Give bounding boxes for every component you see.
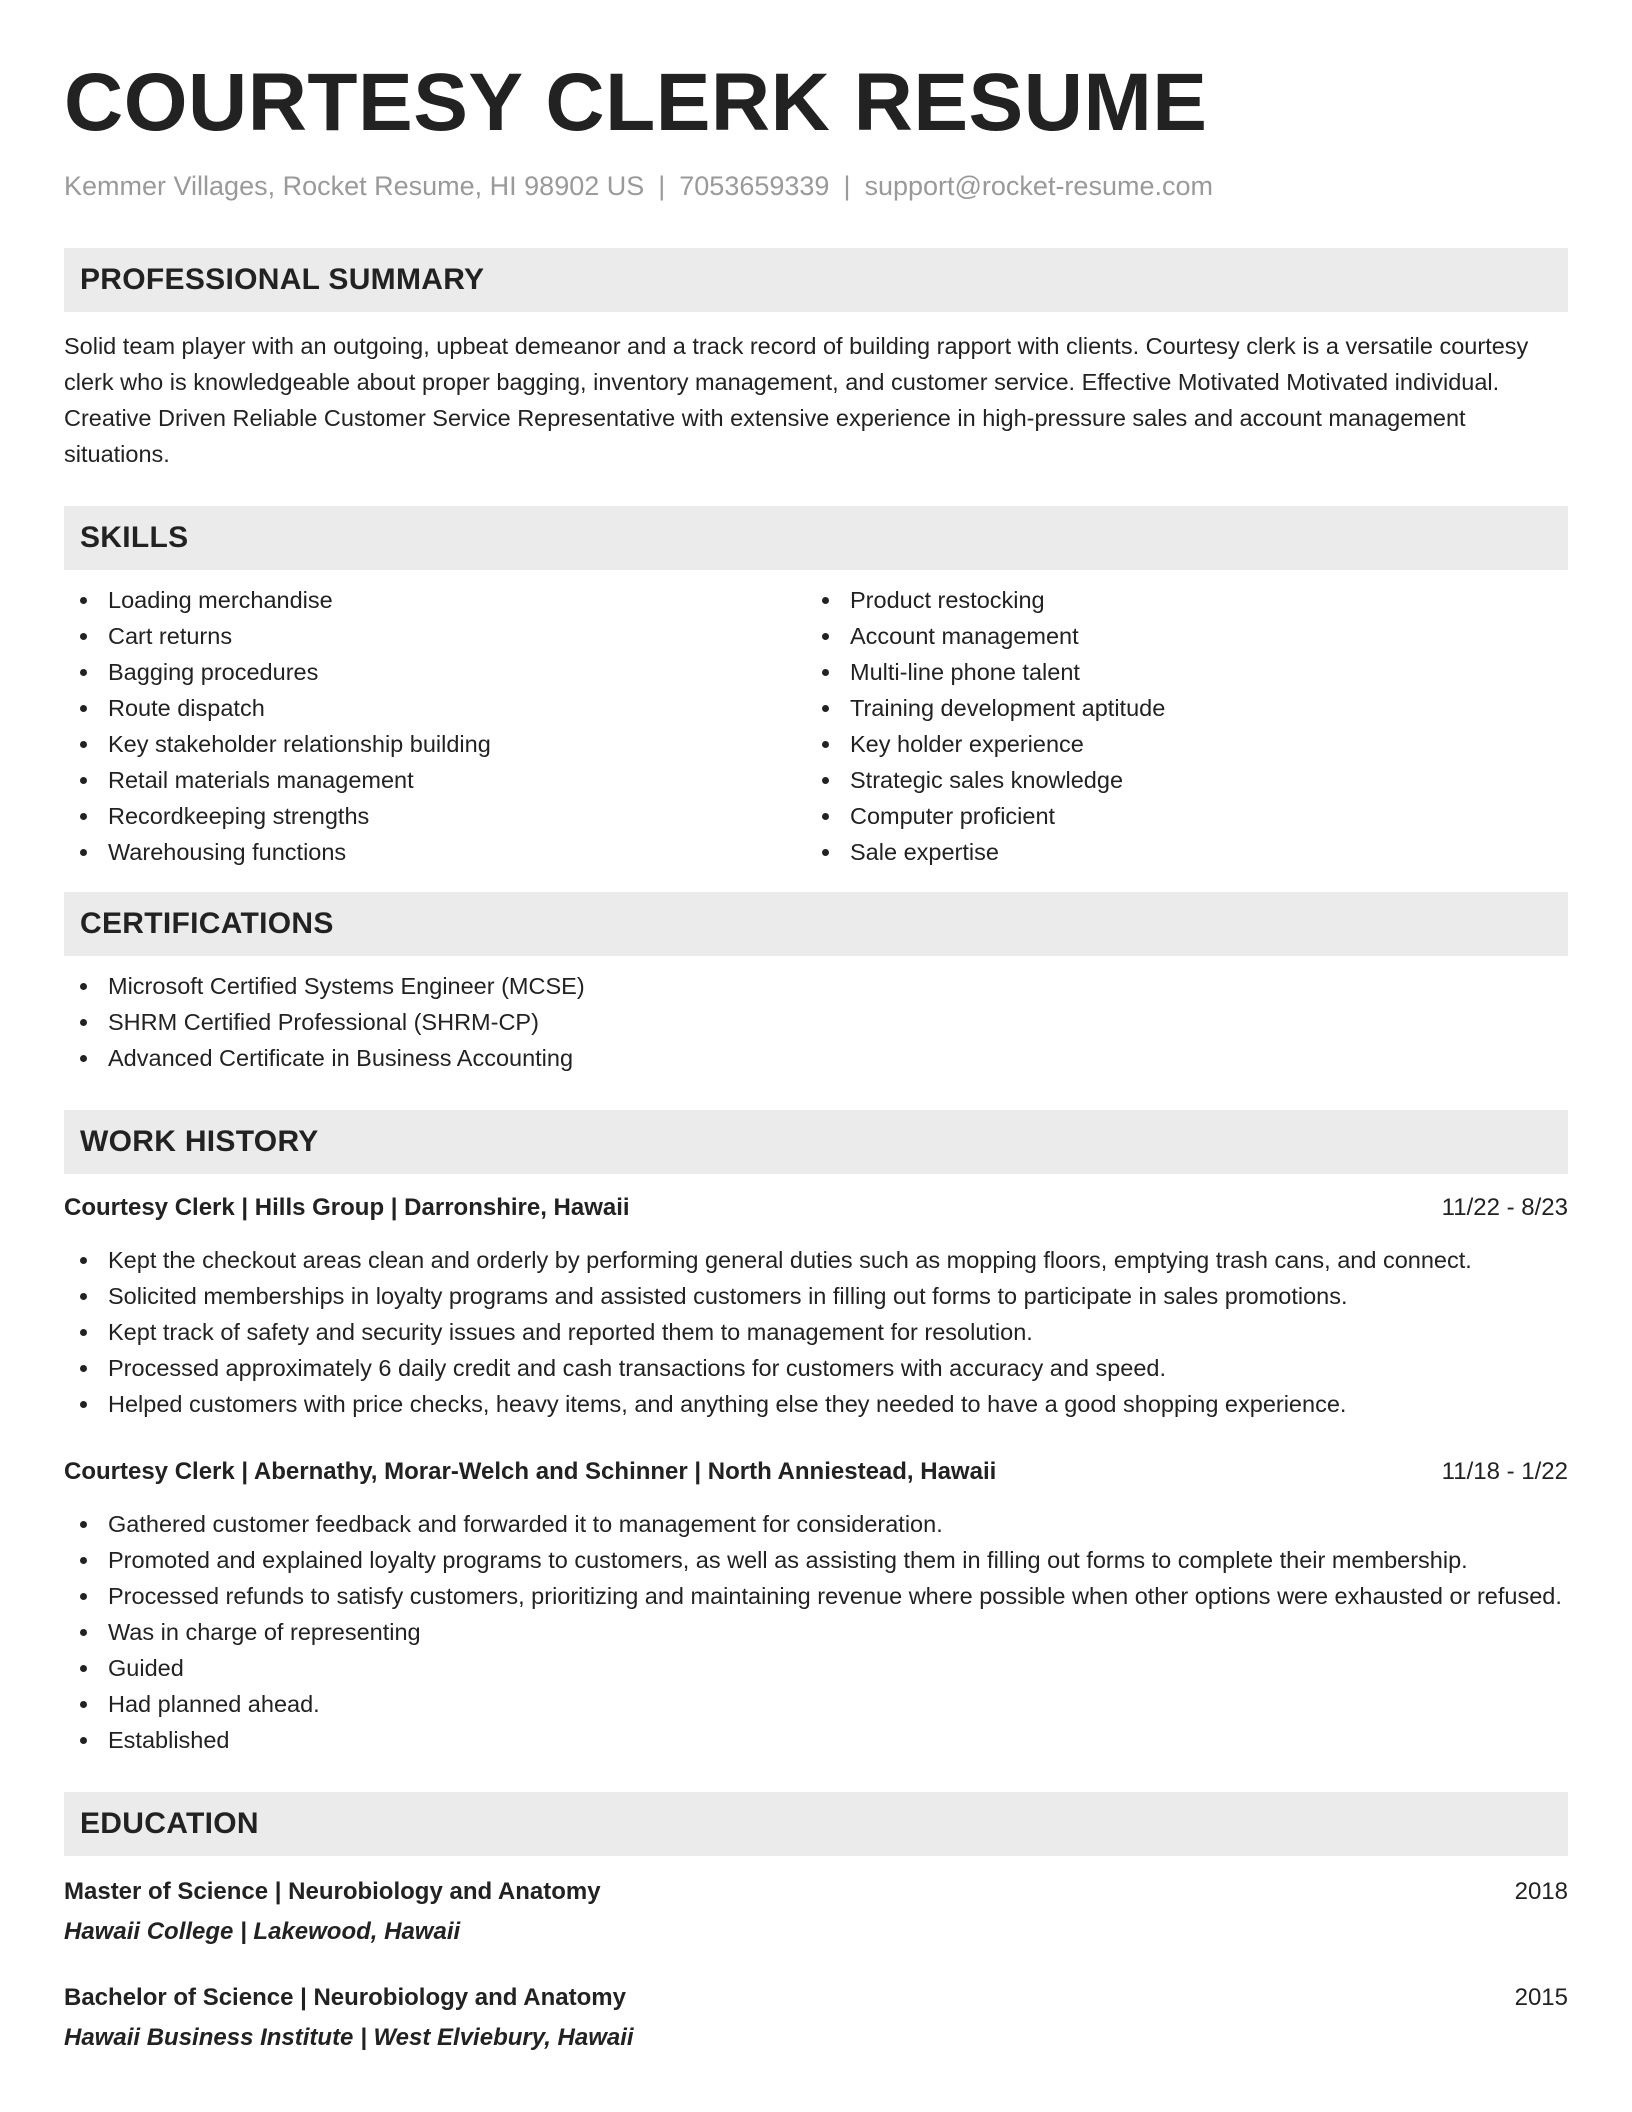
contact-line: [64, 168, 1568, 204]
job-duty: Gathered customer feedback and forwarded it to management for consideration.: [64, 1506, 1568, 1542]
certifications-list: [64, 968, 1568, 1076]
certification-item: SHRM Certified Professional (SHRM-CP): [64, 1004, 1568, 1040]
contact-separator: |: [658, 171, 666, 201]
job-duty: Was in charge of representing: [64, 1614, 1568, 1650]
education-degree: Master of Science | Neurobiology and Anatomy: [64, 1878, 601, 1905]
summary-text: Solid team player with an outgoing, upbeat demeanor and a track record of building rapport with clients. Courtesy clerk is a versatile courtesy clerk who is knowledgeable about proper bagging, inventory management, and customer service. Effective Motivated Motivated individual. Creative Driven Reliable Customer Service Representative with extensive experience in high-pressure sales and account management situations.: [64, 333, 1529, 467]
job-duty: Kept track of safety and security issues and reported them to management for resolution.: [64, 1314, 1568, 1350]
skill-item: Loading merchandise: [64, 582, 806, 618]
job-duty: Helped customers with price checks, heavy items, and anything else they needed to have a good shopping experience.: [64, 1386, 1568, 1422]
skill-item: Key stakeholder relationship building: [64, 726, 806, 762]
skills-heading: SKILLS: [64, 506, 1568, 570]
skill-item: Route dispatch: [64, 690, 806, 726]
job-duty: Established: [64, 1722, 1568, 1758]
skill-item: Multi-line phone talent: [806, 654, 1548, 690]
job-duty: Processed refunds to satisfy customers, prioritizing and maintaining revenue where possible when other options were exhausted or refused.: [64, 1578, 1568, 1614]
skill-item: Recordkeeping strengths: [64, 798, 806, 834]
education-year: 2015: [1514, 1984, 1568, 2011]
job-dates: 11/22 - 8/23: [1441, 1194, 1568, 1221]
skill-item: Training development aptitude: [806, 690, 1548, 726]
job-header: [64, 1190, 1568, 1226]
job-entry: [64, 1190, 1568, 1422]
job-title: Courtesy Clerk | Hills Group | Darronshire, Hawaii: [64, 1194, 630, 1221]
skill-item: Cart returns: [64, 618, 806, 654]
work-history-heading: WORK HISTORY: [64, 1110, 1568, 1174]
contact-separator: |: [843, 171, 851, 201]
skill-item: Retail materials management: [64, 762, 806, 798]
job-entry: [64, 1454, 1568, 1758]
skill-item: Computer proficient: [806, 798, 1548, 834]
skill-item: Account management: [806, 618, 1548, 654]
job-duties: [64, 1242, 1568, 1422]
education-school: Hawaii College | Lakewood, Hawaii: [64, 1918, 461, 1945]
education-school: Hawaii Business Institute | West Elviebury, Hawaii: [64, 2024, 634, 2051]
job-duty: Processed approximately 6 daily credit and cash transactions for customers with accuracy and speed.: [64, 1350, 1568, 1386]
education-heading: EDUCATION: [64, 1792, 1568, 1856]
skill-item: Key holder experience: [806, 726, 1548, 762]
summary-heading: PROFESSIONAL SUMMARY: [64, 248, 1568, 312]
job-duty: Had planned ahead.: [64, 1686, 1568, 1722]
education-header: [64, 1874, 1568, 1910]
certification-item: Microsoft Certified Systems Engineer (MCSE): [64, 968, 1568, 1004]
skill-item: Product restocking: [806, 582, 1548, 618]
skills-column-right: [806, 582, 1548, 870]
job-duty: Promoted and explained loyalty programs to customers, as well as assisting them in filling out forms to complete their membership.: [64, 1542, 1568, 1578]
job-header: [64, 1454, 1568, 1490]
education-year: 2018: [1514, 1878, 1568, 1905]
skill-item: Bagging procedures: [64, 654, 806, 690]
skills-list: [64, 582, 1568, 870]
resume-title: COURTESY CLERK RESUME: [64, 57, 1208, 148]
education-entry: [64, 1980, 1568, 2056]
skill-item: Sale expertise: [806, 834, 1548, 870]
contact-email: support@rocket-resume.com: [864, 171, 1213, 201]
education-degree: Bachelor of Science | Neurobiology and Anatomy: [64, 1984, 626, 2011]
contact-phone: 7053659339: [679, 171, 830, 201]
job-duty: Kept the checkout areas clean and orderly by performing general duties such as mopping floors, emptying trash cans, and connect.: [64, 1242, 1568, 1278]
job-duty: Solicited memberships in loyalty programs and assisted customers in filling out forms to participate in sales promotions.: [64, 1278, 1568, 1314]
certifications-heading: CERTIFICATIONS: [64, 892, 1568, 956]
job-dates: 11/18 - 1/22: [1441, 1458, 1568, 1485]
contact-address: Kemmer Villages, Rocket Resume, HI 98902 US: [64, 171, 645, 201]
certification-item: Advanced Certificate in Business Accounting: [64, 1040, 1568, 1076]
job-duties: [64, 1506, 1568, 1758]
skill-item: Strategic sales knowledge: [806, 762, 1548, 798]
job-duty: Guided: [64, 1650, 1568, 1686]
education-entry: [64, 1874, 1568, 1950]
skills-column-left: [64, 582, 806, 870]
education-header: [64, 1980, 1568, 2016]
skill-item: Warehousing functions: [64, 834, 806, 870]
job-title: Courtesy Clerk | Abernathy, Morar-Welch and Schinner | North Anniestead, Hawaii: [64, 1458, 997, 1485]
